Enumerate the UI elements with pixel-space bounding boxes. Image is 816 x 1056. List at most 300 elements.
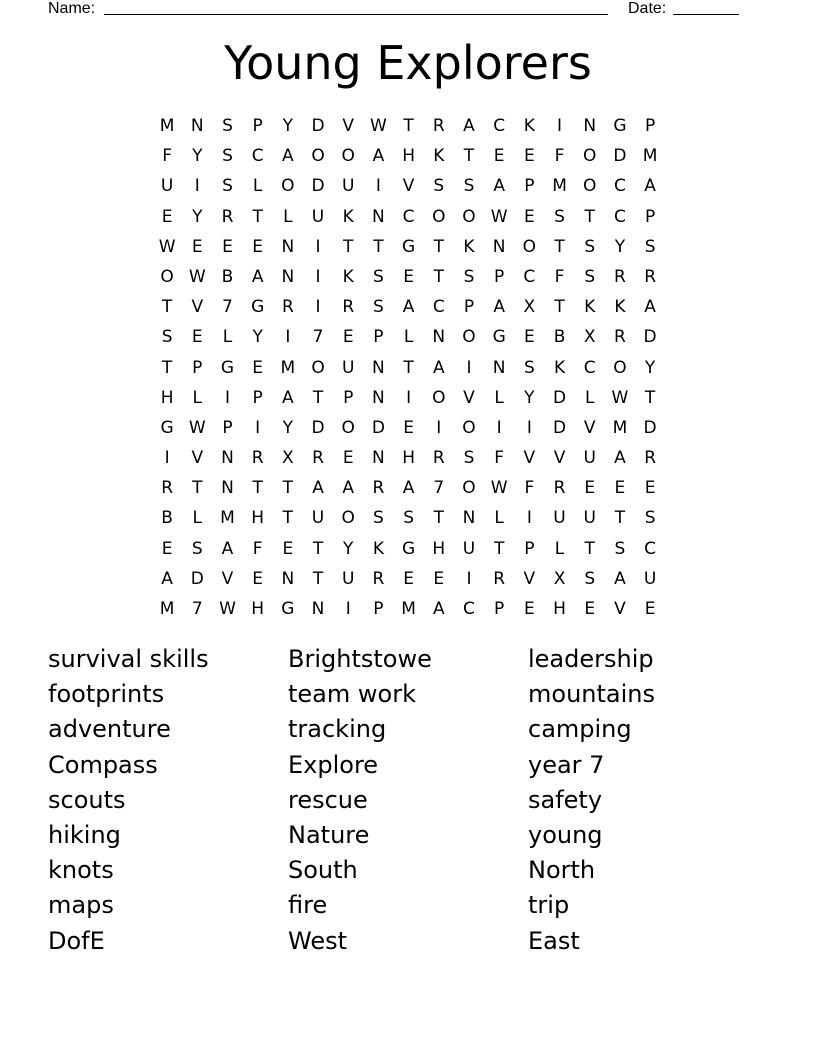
word-list-item: North	[528, 856, 596, 885]
grid-cell: L	[403, 327, 414, 348]
grid-cell: G	[251, 297, 265, 318]
grid-cell: P	[373, 599, 384, 619]
grid-cell: E	[523, 146, 535, 167]
grid-cell: O	[522, 236, 537, 257]
grid-cell: E	[644, 478, 656, 499]
grid-cell: B	[161, 508, 173, 529]
grid-cell: L	[252, 176, 263, 197]
word-list-item: survival skills	[48, 645, 209, 673]
grid-cell: R	[372, 568, 385, 589]
grid-cell: D	[643, 417, 657, 438]
grid-cell: S	[191, 538, 203, 559]
grid-cell: A	[614, 448, 626, 469]
grid-cell: V	[221, 568, 234, 589]
grid-cell: 7	[191, 599, 203, 619]
grid-cell: E	[191, 327, 203, 348]
grid-cell: N	[432, 327, 446, 348]
grid-cell: O	[281, 176, 295, 197]
grid-cell: P	[252, 116, 263, 136]
grid-cell: O	[432, 206, 446, 227]
grid-cell: T	[373, 236, 384, 257]
grid-cell: S	[614, 538, 626, 559]
grid-cell: S	[463, 266, 475, 287]
word-list	[48, 642, 768, 959]
grid-cell: S	[373, 297, 384, 318]
grid-cell: N	[311, 599, 325, 619]
grid-cell: E	[403, 417, 414, 438]
grid-cell: U	[462, 538, 476, 559]
grid-cell: A	[614, 568, 626, 589]
grid-cell: P	[644, 116, 656, 136]
grid-cell: V	[523, 568, 536, 589]
grid-cell: T	[161, 357, 173, 378]
grid-cell: T	[463, 146, 475, 167]
grid-cell: U	[160, 176, 174, 197]
grid-cell: D	[311, 417, 325, 438]
grid-cell: U	[583, 448, 596, 469]
grid-cell: P	[494, 599, 505, 619]
grid-cell: E	[614, 478, 626, 499]
grid-cell: I	[315, 236, 321, 257]
grid-cell: D	[371, 417, 385, 438]
grid-cell: O	[311, 357, 325, 378]
grid-cell: A	[282, 146, 294, 167]
grid-cell: T	[584, 538, 595, 559]
grid-cell: T	[493, 538, 505, 559]
grid-cell: T	[282, 478, 294, 499]
grid-cell: H	[402, 448, 415, 469]
grid-cell: K	[614, 297, 626, 318]
grid-cell: I	[224, 387, 230, 408]
grid-cell: C	[251, 146, 264, 167]
grid-cell: S	[222, 176, 233, 197]
grid-cell: N	[281, 568, 295, 589]
grid-cell: N	[372, 357, 385, 378]
grid-cell: V	[342, 116, 355, 136]
letter-grid	[152, 113, 665, 626]
grid-cell: I	[557, 116, 563, 136]
grid-cell: M	[220, 508, 235, 529]
word-list-item: team work	[288, 680, 416, 709]
word-list-item: leadership	[528, 645, 654, 673]
grid-cell: A	[312, 478, 324, 499]
grid-cell: 7	[433, 478, 445, 499]
grid-cell: I	[496, 417, 502, 438]
grid-cell: T	[403, 116, 414, 136]
grid-cell: V	[191, 297, 204, 318]
grid-cell: T	[433, 266, 444, 287]
word-list-item: West	[288, 926, 348, 955]
word-list-item: adventure	[48, 715, 171, 744]
grid-cell: L	[494, 508, 504, 529]
grid-cell: I	[526, 508, 532, 529]
grid-cell: P	[252, 387, 263, 408]
grid-cell: D	[190, 568, 204, 589]
grid-cell: P	[524, 176, 535, 197]
grid-cell: Y	[192, 146, 203, 167]
grid-cell: I	[345, 599, 351, 619]
grid-cell: E	[584, 599, 596, 619]
grid-cell: V	[614, 599, 626, 619]
grid-cell: U	[553, 508, 566, 529]
grid-cell: E	[161, 206, 173, 227]
date-label: Date:	[628, 0, 667, 17]
grid-cell: N	[372, 448, 385, 469]
grid-cell: I	[466, 568, 472, 589]
grid-cell: L	[494, 387, 504, 408]
grid-cell: N	[221, 478, 234, 499]
grid-cell: H	[160, 387, 174, 408]
grid-cell: W	[490, 206, 508, 227]
grid-cell: E	[222, 236, 233, 257]
grid-cell: Y	[343, 538, 354, 559]
word-list-item: Explore	[288, 750, 379, 779]
word-list-item: trip	[528, 891, 570, 920]
grid-cell: P	[222, 417, 233, 438]
grid-cell: G	[613, 116, 627, 136]
grid-cell: S	[463, 448, 475, 469]
grid-cell: G	[402, 538, 416, 559]
grid-cell: L	[554, 538, 565, 559]
grid-cell: Y	[614, 236, 626, 257]
grid-cell: G	[402, 236, 416, 257]
grid-cell: S	[523, 357, 535, 378]
grid-cell: A	[402, 478, 415, 499]
grid-cell: A	[221, 538, 234, 559]
grid-cell: S	[161, 327, 173, 348]
grid-cell: G	[492, 327, 506, 348]
grid-cell: S	[644, 236, 656, 257]
grid-cell: T	[644, 387, 656, 408]
word-list-item: hiking	[48, 820, 121, 849]
grid-cell: V	[463, 387, 475, 408]
grid-cell: T	[161, 297, 173, 318]
grid-cell: U	[643, 568, 657, 589]
grid-cell: L	[192, 387, 203, 408]
grid-cell: 7	[222, 297, 233, 318]
grid-cell: L	[222, 327, 233, 348]
grid-cell: L	[283, 206, 293, 227]
grid-cell: T	[312, 387, 324, 408]
grid-cell: P	[343, 387, 354, 408]
grid-cell: E	[523, 599, 535, 619]
grid-cell: R	[281, 297, 294, 318]
grid-cell: T	[614, 508, 626, 529]
grid-cell: W	[490, 478, 508, 499]
grid-cell: E	[523, 206, 535, 227]
grid-cell: F	[554, 146, 565, 167]
grid-cell: E	[342, 327, 354, 348]
word-list-item: camping	[528, 715, 632, 744]
grid-cell: Y	[252, 327, 263, 348]
grid-cell: N	[492, 357, 506, 378]
grid-cell: N	[281, 236, 295, 257]
grid-cell: O	[462, 327, 476, 348]
grid-cell: S	[584, 568, 596, 589]
grid-cell: I	[255, 417, 261, 438]
grid-cell: E	[252, 236, 264, 257]
grid-cell: T	[252, 206, 263, 227]
grid-cell: Y	[192, 206, 203, 227]
word-list-item: East	[528, 926, 580, 955]
grid-cell: T	[584, 206, 595, 227]
grid-cell: D	[643, 327, 657, 348]
word-list-item: rescue	[288, 785, 368, 814]
grid-cell: O	[613, 357, 627, 378]
grid-cell: E	[252, 357, 264, 378]
grid-cell: I	[194, 176, 200, 197]
grid-cell: S	[584, 236, 596, 257]
grid-cell: N	[221, 448, 234, 469]
grid-cell: A	[463, 116, 475, 136]
grid-cell: V	[402, 176, 415, 197]
grid-cell: C	[644, 538, 657, 559]
grid-cell: 7	[312, 327, 324, 348]
word-list-item: mountains	[528, 680, 655, 709]
grid-cell: A	[251, 266, 264, 287]
grid-cell: X	[583, 327, 596, 348]
grid-cell: G	[220, 357, 235, 378]
grid-cell: F	[554, 266, 565, 287]
word-list-item: safety	[528, 785, 603, 814]
grid-cell: C	[613, 176, 626, 197]
grid-cell: I	[406, 387, 412, 408]
grid-cell: R	[432, 448, 445, 469]
grid-cell: E	[433, 568, 445, 589]
grid-cell: I	[164, 448, 170, 469]
grid-cell: F	[524, 478, 535, 499]
grid-cell: V	[553, 448, 566, 469]
grid-cell: I	[375, 176, 381, 197]
grid-cell: M	[280, 357, 296, 378]
grid-cell: P	[373, 327, 384, 348]
grid-cell: T	[312, 568, 324, 589]
word-list-item: scouts	[48, 785, 126, 814]
grid-cell: O	[311, 146, 325, 167]
grid-cell: F	[252, 538, 263, 559]
word-list-item: Brightstowe	[288, 645, 432, 673]
grid-cell: D	[552, 387, 567, 408]
grid-cell: N	[492, 236, 506, 257]
grid-cell: I	[285, 327, 291, 348]
grid-cell: E	[644, 599, 656, 619]
word-list-item: fire	[288, 891, 328, 920]
grid-cell: O	[160, 266, 174, 287]
grid-cell: E	[342, 448, 354, 469]
grid-cell: Y	[644, 357, 656, 378]
grid-cell: M	[159, 599, 175, 619]
grid-cell: A	[432, 357, 445, 378]
grid-cell: C	[493, 116, 506, 136]
grid-cell: G	[160, 417, 174, 438]
grid-cell: B	[221, 266, 234, 287]
grid-cell: A	[282, 387, 294, 408]
grid-cell: M	[159, 116, 175, 136]
grid-cell: T	[192, 478, 203, 499]
grid-cell: D	[311, 116, 325, 136]
grid-cell: M	[612, 417, 628, 438]
grid-cell: O	[341, 146, 355, 167]
grid-cell: R	[372, 478, 385, 499]
grid-cell: V	[191, 448, 204, 469]
grid-cell: O	[432, 387, 446, 408]
grid-cell: R	[221, 206, 234, 227]
grid-cell: A	[402, 297, 415, 318]
grid-cell: C	[613, 206, 626, 227]
grid-cell: K	[584, 297, 596, 318]
puzzle-title: Young Explorers	[224, 36, 592, 90]
name-label: Name:	[48, 0, 96, 17]
grid-cell: P	[192, 357, 203, 378]
grid-cell: O	[341, 508, 355, 529]
grid-cell: N	[583, 116, 597, 136]
word-list-item: DofE	[48, 926, 105, 955]
word-list-item: tracking	[288, 715, 387, 744]
header-line	[48, 0, 748, 22]
word-list-item: South	[288, 856, 358, 885]
grid-cell: R	[553, 478, 566, 499]
grid-cell: S	[222, 146, 233, 167]
grid-cell: D	[552, 417, 567, 438]
grid-cell: Y	[524, 387, 535, 408]
grid-cell: R	[614, 327, 626, 348]
grid-cell: O	[341, 417, 355, 438]
word-list-item: Nature	[288, 820, 370, 849]
grid-cell: R	[251, 448, 264, 469]
grid-cell: E	[282, 538, 294, 559]
grid-cell: W	[219, 599, 236, 619]
grid-cell: K	[372, 538, 384, 559]
grid-cell: K	[342, 206, 354, 227]
grid-cell: A	[342, 478, 355, 499]
grid-cell: A	[432, 599, 445, 619]
grid-cell: R	[644, 266, 656, 287]
grid-cell: O	[583, 176, 597, 197]
grid-cell: E	[252, 568, 264, 589]
grid-cell: C	[402, 206, 415, 227]
grid-cell: K	[523, 116, 535, 136]
grid-cell: S	[403, 508, 414, 529]
grid-cell: E	[403, 568, 414, 589]
grid-cell: S	[373, 508, 384, 529]
word-list-item: maps	[48, 891, 114, 920]
grid-cell: V	[583, 417, 596, 438]
grid-cell: T	[343, 236, 354, 257]
grid-cell: K	[463, 236, 475, 257]
grid-cell: W	[158, 236, 176, 257]
word-list-item: Compass	[48, 750, 158, 779]
grid-cell: N	[190, 116, 204, 136]
grid-cell: C	[432, 297, 445, 318]
grid-cell: E	[191, 236, 203, 257]
grid-cell: A	[161, 568, 173, 589]
grid-cell: H	[402, 146, 415, 167]
grid-cell: Y	[282, 116, 294, 136]
grid-cell: T	[282, 508, 294, 529]
grid-cell: T	[433, 236, 444, 257]
grid-cell: U	[341, 357, 355, 378]
grid-cell: A	[493, 176, 505, 197]
grid-cell: A	[372, 146, 385, 167]
word-list-item: young	[528, 820, 603, 849]
grid-cell: E	[584, 478, 596, 499]
grid-cell: R	[614, 266, 626, 287]
grid-cell: R	[432, 116, 445, 136]
grid-cell: P	[524, 538, 535, 559]
grid-cell: U	[341, 568, 355, 589]
grid-cell: O	[462, 417, 476, 438]
grid-cell: V	[523, 448, 536, 469]
grid-cell: W	[611, 387, 629, 408]
grid-cell: M	[642, 146, 658, 167]
grid-cell: T	[403, 357, 414, 378]
grid-cell: C	[583, 357, 596, 378]
grid-cell: I	[315, 266, 321, 287]
grid-cell: H	[553, 599, 566, 619]
date-blank-line	[673, 14, 739, 15]
grid-cell: X	[553, 568, 566, 589]
grid-cell: I	[436, 417, 442, 438]
grid-cell: C	[523, 266, 536, 287]
grid-cell: S	[463, 176, 475, 197]
grid-cell: Y	[282, 417, 294, 438]
grid-cell: T	[433, 508, 444, 529]
grid-cell: S	[373, 266, 384, 287]
grid-cell: S	[433, 176, 445, 197]
grid-cell: K	[553, 357, 566, 378]
grid-cell: N	[372, 206, 385, 227]
grid-cell: P	[463, 297, 475, 318]
grid-cell: K	[433, 146, 445, 167]
grid-cell: D	[311, 176, 325, 197]
grid-cell: B	[553, 327, 566, 348]
grid-cell: G	[281, 599, 295, 619]
grid-cell: U	[341, 176, 355, 197]
grid-cell: W	[370, 116, 387, 136]
grid-cell: H	[432, 538, 446, 559]
grid-cell: X	[282, 448, 294, 469]
grid-cell: I	[466, 357, 472, 378]
grid-cell: U	[311, 508, 325, 529]
grid-cell: U	[311, 206, 325, 227]
grid-cell: K	[342, 266, 354, 287]
grid-cell: S	[554, 206, 565, 227]
grid-cell: A	[493, 297, 505, 318]
grid-cell: F	[162, 146, 172, 167]
grid-cell: U	[583, 508, 596, 529]
grid-cell: R	[493, 568, 506, 589]
grid-cell: T	[554, 236, 565, 257]
grid-cell: E	[523, 327, 535, 348]
grid-cell: I	[315, 297, 321, 318]
grid-cell: R	[312, 448, 324, 469]
grid-cell: D	[613, 146, 627, 167]
grid-cell: O	[462, 206, 476, 227]
grid-cell: W	[188, 417, 206, 438]
word-list-item: footprints	[48, 680, 165, 709]
name-blank-line	[104, 14, 608, 15]
grid-cell: A	[644, 176, 656, 197]
grid-cell: X	[523, 297, 536, 318]
grid-cell: N	[281, 266, 295, 287]
grid-cell: R	[342, 297, 355, 318]
grid-cell: L	[192, 508, 203, 529]
grid-cell: A	[644, 297, 656, 318]
grid-cell: S	[584, 266, 596, 287]
word-list-item: knots	[48, 856, 114, 885]
grid-cell: M	[552, 176, 567, 197]
grid-cell: C	[463, 599, 475, 619]
